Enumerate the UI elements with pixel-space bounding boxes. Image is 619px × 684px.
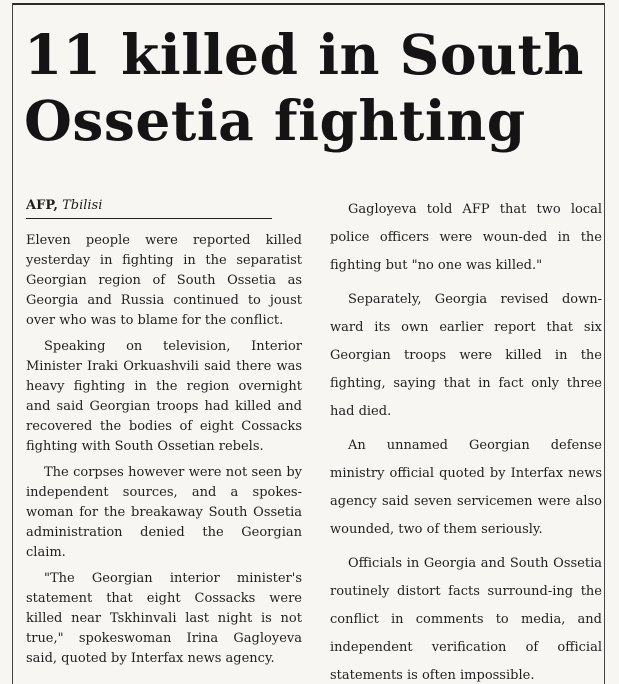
- article-column-right: [330, 196, 602, 684]
- article-column-left: [26, 196, 302, 675]
- paragraph: The corpses however were not seen by independent sources, and a spokes-woman for the breakaway South Ossetia administration denied the Georgian claim.: [26, 465, 302, 560]
- byline: [26, 196, 272, 219]
- headline: 11 killed in South Ossetia fighting: [24, 22, 584, 153]
- right-column-rule: [604, 3, 605, 684]
- paragraph: "The Georgian interior minister's statement that eight Cossacks were killed near Tskhinvali last night is not true," spokeswoman Irina Gagloyeva said, quoted by Interfax news agency.: [26, 571, 302, 666]
- paragraph: An unnamed Georgian defense ministry official quoted by Interfax news agency said seven servicemen were also wounded, two of them seriously.: [330, 438, 602, 537]
- byline-agency: AFP,: [26, 198, 58, 213]
- paragraph: Officials in Georgia and South Ossetia routinely distort facts surround-ing the conflict in comments to media, and independent verification of official statements is often impossible.: [330, 556, 602, 683]
- left-column-rule: [12, 3, 13, 684]
- byline-city: Tbilisi: [62, 198, 103, 213]
- paragraph: Gagloyeva told AFP that two local police officers were woun-ded in the fighting but "no one was killed.": [330, 202, 602, 273]
- paragraph: Separately, Georgia revised down-ward its own earlier report that six Georgian troops were killed in the fighting, saying that in fact only three had died.: [330, 292, 602, 419]
- paragraph: Eleven people were reported killed yesterday in fighting in the separatist Georgian region of South Ossetia as Georgia and Russia continued to joust over who was to blame for the conflict.: [26, 233, 302, 328]
- paragraph: Speaking on television, Interior Minister Iraki Orkuashvili said there was heavy fighting in the region overnight and said Georgian troops had killed and recovered the bodies of eight Cossacks fighting with South Ossetian rebels.: [26, 339, 302, 454]
- top-rule: [12, 3, 605, 5]
